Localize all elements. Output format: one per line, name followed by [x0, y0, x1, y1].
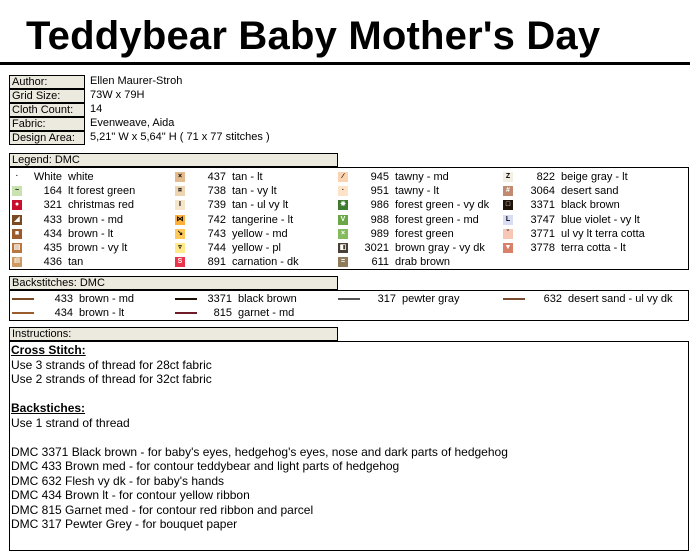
legend-color-name: brown - lt — [68, 227, 114, 240]
backstitch-dmc-number: 632 — [543, 293, 562, 305]
instruction-note: DMC 433 Brown med - for contour teddybear and light parts of hedgehog — [11, 459, 400, 473]
legend-swatch: × — [175, 172, 185, 182]
legend-swatch: V — [338, 215, 348, 225]
legend-dmc-number: 164 — [43, 185, 62, 198]
legend-swatch: ▼ — [504, 244, 512, 251]
legend-dmc-number: 3064 — [530, 185, 555, 198]
legend-color-name: carnation - dk — [232, 256, 299, 269]
page-title: Teddybear Baby Mother's Day — [26, 14, 601, 58]
legend-swatch: ■ — [12, 229, 22, 239]
instruction-note: DMC 434 Brown lt - for contour yellow ribbon — [11, 488, 250, 502]
backstitch-color-name: black brown — [238, 293, 297, 305]
backstitch-color-name: desert sand - ul vy dk — [568, 293, 673, 305]
legend-dmc-number: 435 — [43, 242, 62, 254]
legend-color-name: forest green - md — [395, 213, 479, 226]
legend-swatch: ¤ — [175, 186, 185, 196]
legend-dmc-number: 738 — [207, 185, 226, 198]
legend-dmc-number: 945 — [370, 171, 389, 183]
backstitches-label: Backstitches: DMC — [9, 276, 338, 290]
legend-dmc-number: 321 — [43, 199, 62, 212]
info-value: Ellen Maurer-Stroh — [90, 75, 183, 87]
legend-color-name: tawny - lt — [395, 185, 440, 198]
legend-swatch: ◢ — [12, 215, 22, 225]
backstitch-color-name: garnet - md — [238, 307, 295, 319]
cross-stitch-heading: Cross Stitch: — [11, 343, 86, 357]
legend-swatch: ● — [12, 200, 22, 210]
legend-dmc-number: 437 — [207, 171, 226, 183]
legend-dmc-number: 744 — [207, 242, 226, 254]
backstitch-dmc-number: 433 — [54, 293, 73, 305]
info-label: Grid Size: — [9, 89, 85, 103]
info-value: 14 — [90, 103, 103, 115]
instruction-line: Use 2 strands of thread for 32ct fabric — [11, 372, 212, 386]
legend-dmc-number: 434 — [43, 227, 62, 240]
legend-color-name: tan - lt — [232, 171, 263, 183]
legend-swatch: I — [175, 200, 185, 210]
info-label: Author: — [9, 75, 85, 89]
backstitch-dmc-number: 434 — [54, 307, 73, 319]
legend-dmc-number: 986 — [370, 199, 389, 212]
legend-color-name: brown - vy lt — [68, 242, 128, 254]
legend-dmc-number: 989 — [370, 227, 389, 240]
spacer — [11, 430, 508, 445]
title-divider — [0, 62, 690, 65]
legend-dmc-number: 742 — [207, 213, 226, 226]
legend-dmc-number: 436 — [43, 256, 62, 269]
legend-dmc-number: 3021 — [364, 242, 389, 254]
instruction-note: DMC 3371 Black brown - for baby's eyes, hedgehog's eyes, nose and dark parts of hedgehog — [11, 444, 508, 459]
legend-dmc-number: 3747 — [530, 213, 555, 226]
instructions-text — [11, 343, 508, 532]
legend-color-name: yellow - md — [232, 227, 288, 240]
legend-swatch: · — [12, 172, 22, 182]
info-label: Cloth Count: — [9, 103, 85, 117]
legend-dmc-number: 3371 — [530, 199, 555, 212]
legend-swatch: ~ — [12, 186, 22, 196]
legend-swatch: ∕ — [338, 172, 348, 182]
legend-dmc-number: 3778 — [530, 242, 555, 254]
legend-color-name: forest green — [395, 227, 454, 240]
backstitch-color-name: pewter gray — [402, 293, 460, 305]
legend-color-name: brown gray - vy dk — [395, 242, 485, 254]
info-value: Evenweave, Aida — [90, 117, 175, 129]
legend-color-name: forest green - vy dk — [395, 199, 490, 212]
legend-label: Legend: DMC — [9, 153, 338, 167]
info-label: Design Area: — [9, 131, 85, 145]
legend-color-name: tan - ul vy lt — [232, 199, 289, 212]
legend-dmc-number: 822 — [536, 171, 555, 183]
legend-color-name: white — [68, 171, 94, 183]
legend-dmc-number: 611 — [371, 256, 389, 269]
info-value: 5,21" W x 5,64" H ( 71 x 77 stitches ) — [90, 131, 270, 143]
legend-swatch: ▿ — [175, 243, 185, 253]
legend-dmc-number: 743 — [207, 227, 226, 240]
legend-dmc-number: 739 — [207, 199, 226, 212]
legend-swatch: ⋈ — [176, 215, 184, 223]
info-label: Fabric: — [9, 117, 85, 131]
legend-swatch: L — [503, 215, 513, 225]
legend-swatch: Z — [503, 172, 513, 182]
legend-swatch: S — [175, 257, 185, 267]
legend-swatch: Ill — [12, 257, 22, 267]
legend-color-name: lt forest green — [68, 185, 136, 198]
backstitches-heading: Backstiches: — [11, 401, 86, 415]
info-value: 73W x 79H — [90, 89, 145, 101]
legend-color-name: desert sand — [561, 185, 619, 198]
instructions-label: Instructions: — [9, 327, 338, 341]
legend-color-name: brown - md — [68, 213, 124, 226]
legend-color-name: ul vy lt terra cotta — [561, 227, 645, 240]
legend-swatch: ✵ — [338, 200, 348, 210]
legend-swatch: × — [338, 229, 348, 239]
instruction-line: Use 1 strand of thread — [11, 415, 130, 430]
legend-color-name: black brown — [561, 199, 620, 212]
legend-color-name: drab brown — [395, 256, 451, 269]
legend-dmc-number: 3771 — [530, 227, 555, 240]
legend-dmc-number: White — [33, 171, 62, 183]
spacer — [11, 387, 508, 402]
legend-dmc-number: 891 — [207, 256, 226, 269]
legend-color-name: terra cotta - lt — [561, 242, 626, 254]
legend-swatch: ◧ — [339, 244, 347, 251]
backstitch-dmc-number: 3371 — [207, 293, 232, 305]
legend-color-name: beige gray - lt — [561, 171, 628, 183]
backstitch-color-name: brown - md — [79, 293, 135, 305]
instruction-note: DMC 317 Pewter Grey - for bouquet paper — [11, 517, 238, 531]
legend-color-name: yellow - pl — [232, 242, 281, 254]
legend-swatch: · — [338, 186, 348, 196]
legend-color-name: christmas red — [68, 199, 135, 212]
legend-dmc-number: 433 — [43, 213, 62, 226]
legend-color-name: tawny - md — [395, 171, 449, 183]
backstitch-dmc-number: 317 — [377, 293, 396, 305]
instruction-note: DMC 815 Garnet med - for contour red ribbon and parcel — [11, 502, 314, 517]
legend-color-name: tangerine - lt — [232, 213, 294, 226]
legend-swatch: ▤ — [13, 244, 21, 251]
instruction-line: Use 3 strands of thread for 28ct fabric — [11, 357, 212, 372]
legend-color-name: tan - vy lt — [232, 185, 277, 198]
legend-color-name: tan — [68, 256, 84, 269]
legend-dmc-number: 951 — [370, 185, 389, 198]
legend-color-name: blue violet - vy lt — [561, 213, 640, 226]
legend-dmc-number: 988 — [370, 213, 389, 226]
legend-swatch: □ — [503, 200, 513, 210]
backstitch-dmc-number: 815 — [213, 307, 232, 319]
instruction-note: DMC 632 Flesh vy dk - for baby's hands — [11, 473, 225, 488]
legend-swatch: # — [503, 186, 513, 196]
legend-swatch: ↘ — [175, 229, 185, 239]
legend-swatch: = — [338, 257, 348, 267]
legend-swatch: ˘ — [503, 229, 513, 239]
backstitch-color-name: brown - lt — [79, 307, 125, 319]
